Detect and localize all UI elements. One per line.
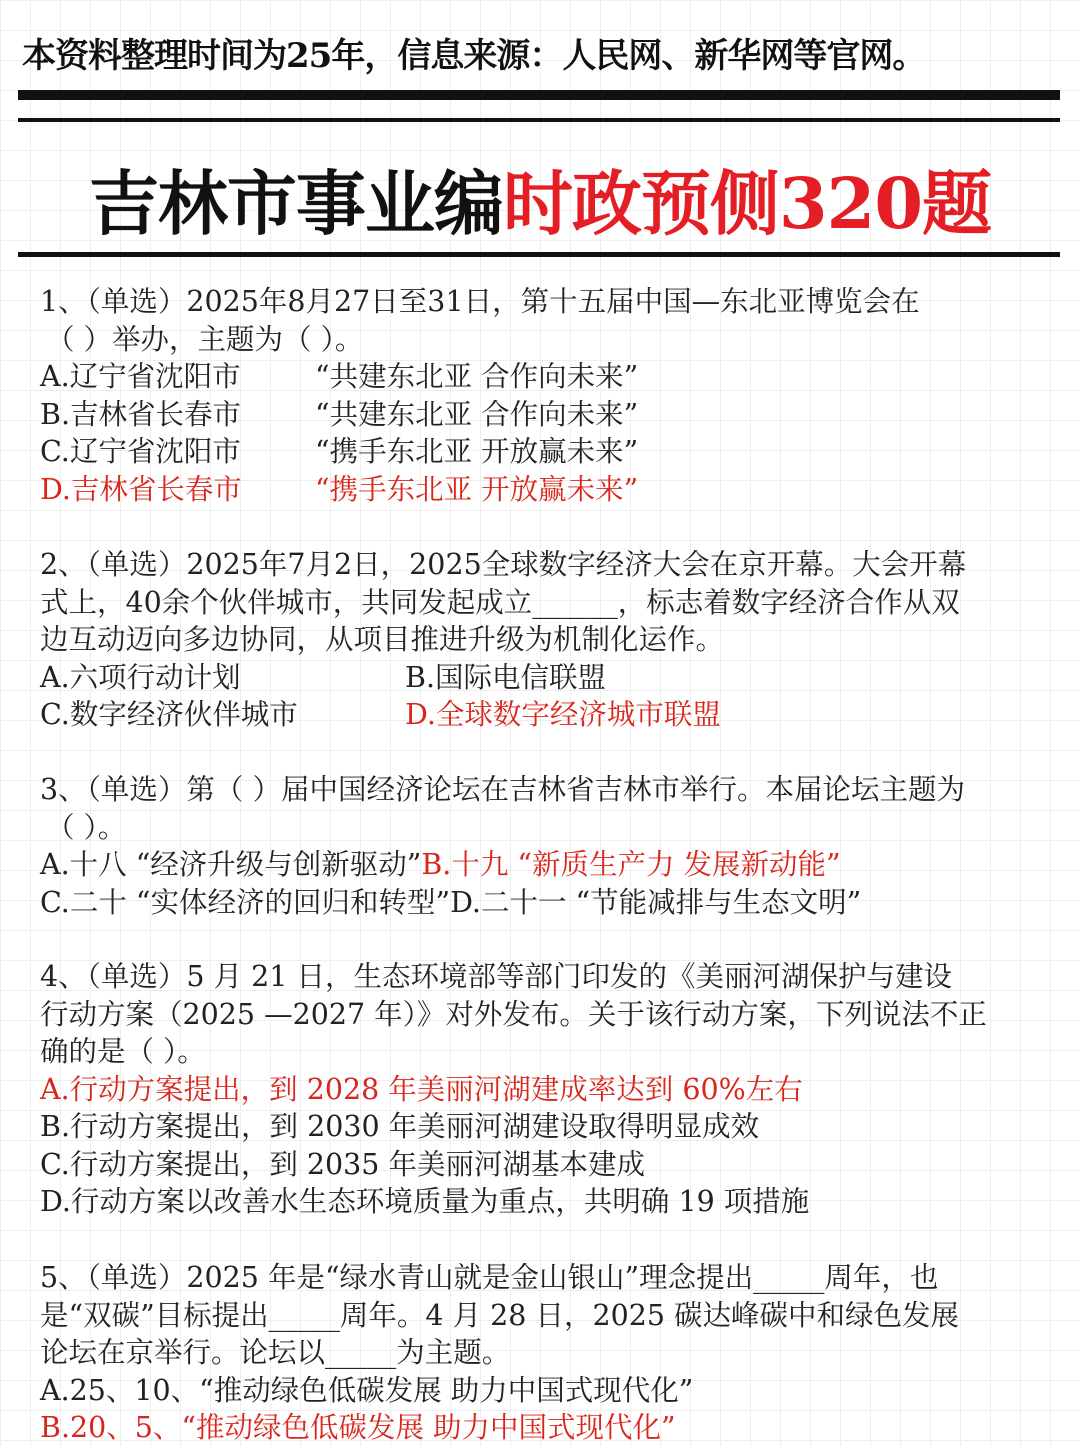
question-2-line: 边互动迈向多边协同，从项目推进升级为机制化运作。	[40, 623, 725, 656]
question-4-line: 行动方案（2025 —2027 年）》对外发布。关于该行动方案，下列说法不正	[40, 997, 987, 1031]
option-c-theme: “携手东北亚 开放赢未来”	[315, 435, 639, 468]
page-title	[0, 148, 1080, 249]
question-3-line: （ ）。	[46, 810, 127, 844]
option-b-answer: B.十九 “新质生产力 发展新动能”	[421, 848, 841, 881]
option-row-ab	[40, 846, 1070, 884]
option-a	[40, 358, 1070, 396]
question-4-line: 确的是（ ）。	[40, 1035, 206, 1068]
question-2	[40, 546, 1070, 734]
title-black-part: 吉林市事业编	[88, 162, 503, 245]
option-b: B.国际电信联盟	[405, 660, 607, 694]
question-2-line: 式上，40余个伙伴城市，共同发起成立______，标志着数字经济合作从双	[40, 585, 960, 619]
question-1	[40, 283, 1070, 508]
title-red-part: 时政预侧320题	[502, 162, 992, 245]
source-note: 本资料整理时间为25年，信息来源：人民网、新华网等官网。	[22, 36, 926, 76]
option-a: A.六项行动计划	[40, 660, 241, 694]
question-4	[40, 958, 1070, 1221]
question-1-line: （ ）举办，主题为（ ）。	[46, 322, 364, 356]
option-a-theme: “共建东北亚 合作向未来”	[315, 360, 639, 393]
question-5-line: 5、（单选）2025 年是“绿水青山就是金山银山”理念提出_____周年，也	[40, 1261, 939, 1294]
option-d-theme: “携手东北亚 开放赢未来”	[315, 472, 639, 506]
option-b-place: B.吉林省长春市	[40, 397, 242, 431]
header-rule-top	[18, 90, 1060, 100]
option-c: C.二十 “实体经济的回归和转型”	[40, 885, 451, 919]
option-a: A.25、10、“推动绿色低碳发展 助力中国式现代化”	[40, 1373, 694, 1407]
option-a: A.十八 “经济升级与创新驱动”	[40, 848, 422, 881]
title-rule	[18, 252, 1060, 257]
question-3-line: 3、（单选）第（ ）届中国经济论坛在吉林省吉林市举行。本届论坛主题为	[40, 773, 965, 806]
option-a-place: A.辽宁省沈阳市	[40, 360, 241, 393]
option-b: B.行动方案提出，到 2030 年美丽河湖建设取得明显成效	[40, 1110, 760, 1143]
option-c: C.数字经济伙伴城市	[40, 698, 298, 731]
option-d-answer	[40, 471, 1070, 509]
option-b-theme: “共建东北亚 合作向未来”	[315, 397, 639, 431]
option-row-cd	[40, 696, 1070, 734]
option-c: C.行动方案提出，到 2035 年美丽河湖基本建成	[40, 1147, 646, 1181]
option-c-place: C.辽宁省沈阳市	[40, 435, 241, 468]
option-b-answer: B.20、5、“推动绿色低碳发展 助力中国式现代化”	[40, 1411, 676, 1444]
option-d: D.二十一 “节能减排与生态文明”	[450, 885, 862, 919]
option-a-answer: A.行动方案提出，到 2028 年美丽河湖建成率达到 60%左右	[40, 1072, 803, 1106]
question-1-line: 1、（单选）2025年8月27日至31日，第十五届中国—东北亚博览会在	[40, 285, 920, 318]
option-d-place: D.吉林省长春市	[40, 472, 242, 506]
header-rule-bottom	[18, 118, 1060, 122]
option-b	[40, 396, 1070, 434]
option-c	[40, 433, 1070, 471]
option-d-answer: D.全球数字经济城市联盟	[405, 698, 721, 731]
question-3	[40, 771, 1070, 921]
question-5	[40, 1259, 1070, 1447]
option-row-cd	[40, 884, 1070, 922]
question-4-line: 4、（单选）5 月 21 日，生态环境部等部门印发的《美丽河湖保护与建设	[40, 960, 952, 993]
option-row-ab	[40, 659, 1070, 697]
question-2-line: 2、（单选）2025年7月2日，2025全球数字经济大会在京开幕。大会开幕	[40, 548, 967, 581]
question-5-line: 是“双碳”目标提出_____周年。4 月 28 日，2025 碳达峰碳中和绿色发展	[40, 1298, 960, 1332]
question-5-line: 论坛在京举行。论坛以_____为主题。	[40, 1336, 511, 1369]
option-d: D.行动方案以改善水生态环境质量为重点，共明确 19 项措施	[40, 1185, 810, 1218]
